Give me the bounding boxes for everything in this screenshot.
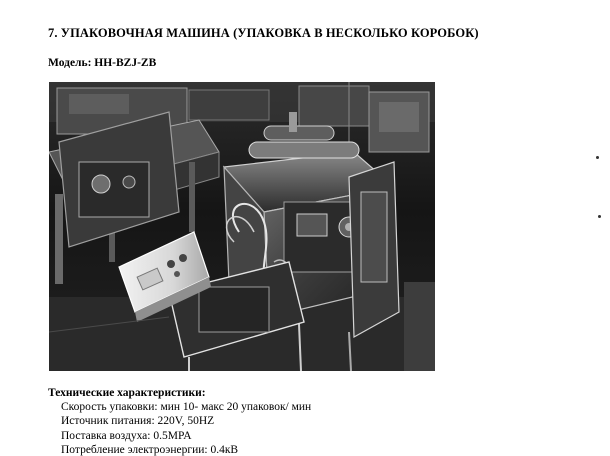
machine-photo: [49, 82, 435, 371]
spec-power-consumption: Потребление электроэнергии: 0.4кВ: [61, 443, 239, 456]
document-heading: 7. УПАКОВОЧНАЯ МАШИНА (УПАКОВКА В НЕСКОЛЬКО КОРОБОК): [48, 26, 479, 40]
machine-photo-illustration: [49, 82, 435, 371]
scan-speck: [598, 215, 601, 218]
spec-power-source: Источник питания: 220V, 50HZ: [61, 415, 215, 428]
model-line: Модель: HH-BZJ-ZB: [48, 57, 157, 69]
spec-air-supply: Поставка воздуха: 0.5MPA: [61, 429, 192, 442]
scan-speck: [596, 156, 599, 159]
technical-specs: [48, 386, 311, 456]
specs-title: Технические характеристики:: [48, 387, 206, 399]
spec-packing-speed: Скорость упаковки: мин 10- макс 20 упаковок/ мин: [61, 401, 312, 414]
